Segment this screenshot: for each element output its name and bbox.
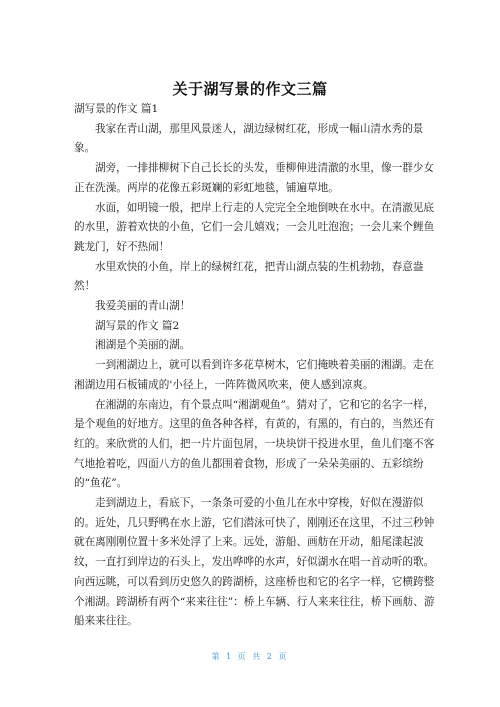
paragraph: 水面，如明镜一般，把岸上行走的人完完全全地倒映在水中。在清澈见底的水里，游着欢快的小鱼，它们一会儿嬉戏；一会儿吐泡泡；一会儿来个鲤鱼跳龙门，好不热闹！ [74,201,435,253]
paragraph: 我家在青山湖，那里风景迷人，湖边绿树红花，形成一幅山清水秀的景象。 [74,122,424,155]
paragraph: 湘湖是个美丽的湖。 [95,339,191,352]
section-heading: 湖写景的作文 篇1 [74,103,159,115]
paragraph: 在湘湖的东南边，有个景点叫“湘湖观鱼”。猜对了，它和它的名字一样，是个观鱼的好地方。这里的鱼各种各样，有黄的，有黑的，有白的，当然还有红的。来欣赏的人们，把一片片面包屑，一块块饼干投进水里，鱼儿们毫不客气地抢着吃，四面八方的鱼儿都围着食物，形成了一朵朵美丽的、五彩缤纷的“鱼花”。 [74,398,435,490]
paragraph: 水里欢快的小鱼，岸上的绿树红花，把青山湖点装的生机勃勃，春意盎然！ [74,260,424,293]
paragraph: 我爱美丽的青山湖！ [95,300,191,313]
document-title: 关于湖写景的作文三篇 [172,80,328,98]
paragraph: 走到湖边上，看底下，一条条可爱的小鱼儿在水中穿梭，好似在漫游似的。近处，几只野鸭在水上游，它们潜泳可快了，刚刚还在这里，不过三秒钟就在离刚刚位置十多米处浮了上来。远处，游船、画舫在开动，船尾漾起波纹，一直打到岸边的石头上，发出哗哗的水声，好似湖水在唱一首动听的歌。向西远眺，可以看到历史悠久的跨湖桥，这座桥也和它的名字一样，它横跨整个湘湖。跨湖桥有两个“来来往往”：桥上车辆、行人来来往往，桥下画舫、游船来来往往。 [74,497,435,628]
paragraph: 湖旁，一排排柳树下自己长长的头发，垂柳伸进清澈的水里，像一群少女正在洗澡。两岸的花像五彩斑斓的彩虹地毯，铺遍草地。 [74,162,434,194]
page-footer: 第 1 页 共 2 页 [211,652,289,661]
paragraph: 一到湘湖边上，就可以看到许多花草树木，它们掩映着美丽的湘湖。走在湘湖边用石板铺成的'小径上，一阵阵微风吹来，使人感到凉爽。 [74,359,434,391]
document-body [74,100,436,632]
paragraph: 湖写景的作文 篇2 [95,319,180,332]
